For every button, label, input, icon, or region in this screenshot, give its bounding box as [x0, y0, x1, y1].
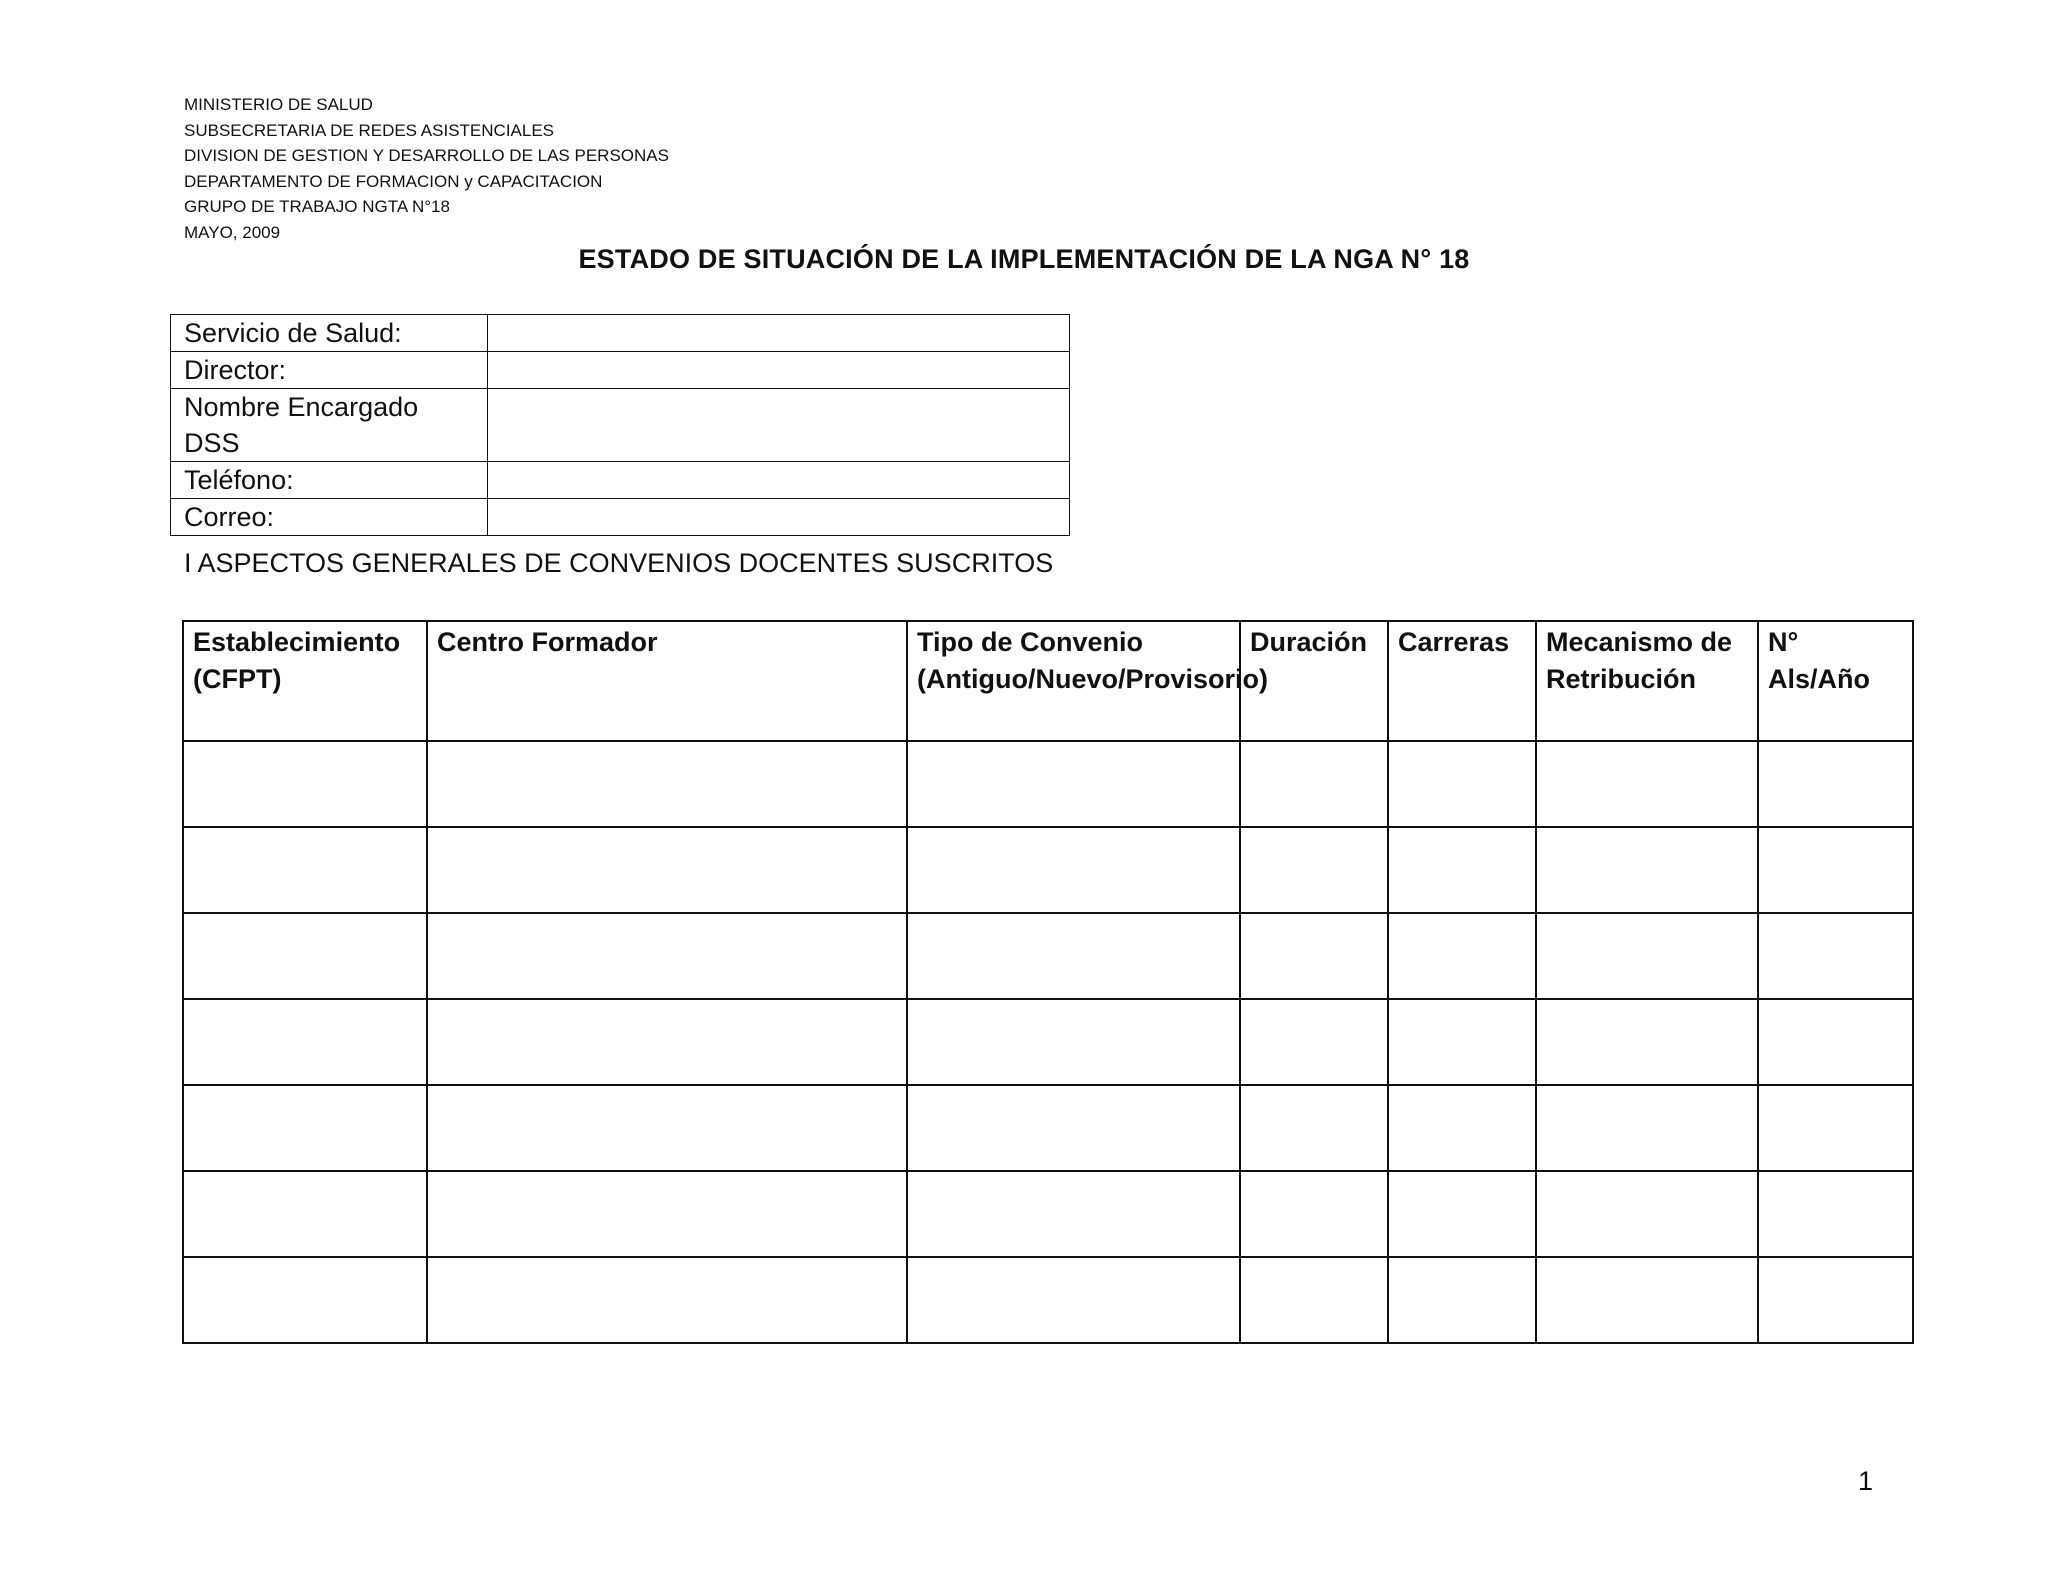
table-cell[interactable] — [1240, 1085, 1388, 1171]
table-cell[interactable] — [1388, 1257, 1536, 1343]
info-value-field[interactable] — [488, 389, 1070, 462]
info-row-correo — [171, 499, 1070, 536]
table-cell[interactable] — [427, 1085, 907, 1171]
table-cell[interactable] — [427, 1257, 907, 1343]
table-cell[interactable] — [183, 1171, 427, 1257]
table-cell[interactable] — [1536, 1171, 1758, 1257]
table-cell[interactable] — [427, 827, 907, 913]
info-form-table — [170, 314, 1070, 536]
table-header-row — [183, 621, 1913, 741]
table-cell[interactable] — [1388, 913, 1536, 999]
table-cell[interactable] — [1758, 1171, 1913, 1257]
table-cell[interactable] — [907, 1085, 1240, 1171]
table-cell[interactable] — [183, 999, 427, 1085]
page-number: 1 — [1858, 1466, 1874, 1496]
ministry-header — [184, 92, 669, 245]
table-cell[interactable] — [1388, 1085, 1536, 1171]
header-line: MINISTERIO DE SALUD — [184, 95, 373, 114]
header-line: SUBSECRETARIA DE REDES ASISTENCIALES — [184, 120, 555, 140]
table-cell[interactable] — [1388, 827, 1536, 913]
column-header-carreras: Carreras — [1388, 621, 1536, 741]
info-row-telefono — [171, 462, 1070, 499]
header-line: DEPARTAMENTO DE FORMACION y CAPACITACION — [184, 171, 603, 191]
table-cell[interactable] — [427, 913, 907, 999]
table-cell[interactable] — [907, 1171, 1240, 1257]
table-cell[interactable] — [183, 1085, 427, 1171]
info-row-director — [171, 352, 1070, 389]
info-row-encargado — [171, 389, 1070, 462]
table-cell[interactable] — [1536, 741, 1758, 827]
info-label: Teléfono: — [171, 462, 488, 499]
table-cell[interactable] — [1240, 1171, 1388, 1257]
info-label: Director: — [171, 352, 488, 389]
table-row — [183, 1257, 1913, 1343]
table-row — [183, 741, 1913, 827]
table-cell[interactable] — [1758, 1257, 1913, 1343]
column-header-duracion: Duración — [1240, 621, 1388, 741]
table-cell[interactable] — [907, 999, 1240, 1085]
table-cell[interactable] — [1758, 1085, 1913, 1171]
agreements-table — [182, 620, 1914, 1344]
table-cell[interactable] — [1388, 741, 1536, 827]
info-value-field[interactable] — [488, 352, 1070, 389]
table-cell[interactable] — [1758, 999, 1913, 1085]
table-cell[interactable] — [1536, 913, 1758, 999]
header-line: MAYO, 2009 — [184, 222, 281, 242]
info-value-field[interactable] — [488, 462, 1070, 499]
table-cell[interactable] — [183, 1257, 427, 1343]
table-cell[interactable] — [1388, 1171, 1536, 1257]
document-title: ESTADO DE SITUACIÓN DE LA IMPLEMENTACIÓN DE LA NGA N° 18 — [578, 244, 1470, 274]
table-cell[interactable] — [1240, 741, 1388, 827]
table-cell[interactable] — [1388, 999, 1536, 1085]
table-row — [183, 1085, 1913, 1171]
table-cell[interactable] — [427, 999, 907, 1085]
table-cell[interactable] — [907, 741, 1240, 827]
column-header-mecanismo: Mecanismo de Retribución — [1536, 621, 1758, 741]
table-cell[interactable] — [907, 913, 1240, 999]
info-value-field[interactable] — [488, 315, 1070, 352]
section-title: I ASPECTOS GENERALES DE CONVENIOS DOCENTES SUSCRITOS — [184, 548, 1054, 578]
table-cell[interactable] — [1240, 1257, 1388, 1343]
column-header-centro-formador: Centro Formador — [427, 621, 907, 741]
table-cell[interactable] — [907, 1257, 1240, 1343]
info-row-servicio — [171, 315, 1070, 352]
table-cell[interactable] — [1240, 999, 1388, 1085]
table-cell[interactable] — [183, 913, 427, 999]
table-cell[interactable] — [427, 1171, 907, 1257]
column-header-alumnos: N° Als/Año — [1758, 621, 1913, 741]
column-header-establecimiento: Establecimiento (CFPT) — [183, 621, 427, 741]
table-row — [183, 913, 1913, 999]
table-cell[interactable] — [1758, 827, 1913, 913]
header-line: GRUPO DE TRABAJO NGTA N°18 — [184, 197, 450, 216]
table-cell[interactable] — [1536, 999, 1758, 1085]
table-cell[interactable] — [1536, 1257, 1758, 1343]
table-cell[interactable] — [183, 741, 427, 827]
table-cell[interactable] — [1536, 827, 1758, 913]
header-line: DIVISION DE GESTION Y DESARROLLO DE LAS PERSONAS — [184, 146, 669, 165]
table-cell[interactable] — [1240, 827, 1388, 913]
table-cell[interactable] — [907, 827, 1240, 913]
info-label: Nombre Encargado DSS — [171, 389, 488, 462]
table-cell[interactable] — [1536, 1085, 1758, 1171]
table-body — [183, 741, 1913, 1343]
table-cell[interactable] — [1758, 913, 1913, 999]
info-label: Correo: — [171, 499, 488, 536]
table-cell[interactable] — [427, 741, 907, 827]
table-cell[interactable] — [1240, 913, 1388, 999]
table-row — [183, 1171, 1913, 1257]
info-value-field[interactable] — [488, 499, 1070, 536]
info-label: Servicio de Salud: — [171, 315, 488, 352]
column-header-tipo-convenio: Tipo de Convenio (Antiguo/Nuevo/Provisorio) — [907, 621, 1240, 741]
table-cell[interactable] — [183, 827, 427, 913]
table-row — [183, 827, 1913, 913]
table-row — [183, 999, 1913, 1085]
table-cell[interactable] — [1758, 741, 1913, 827]
